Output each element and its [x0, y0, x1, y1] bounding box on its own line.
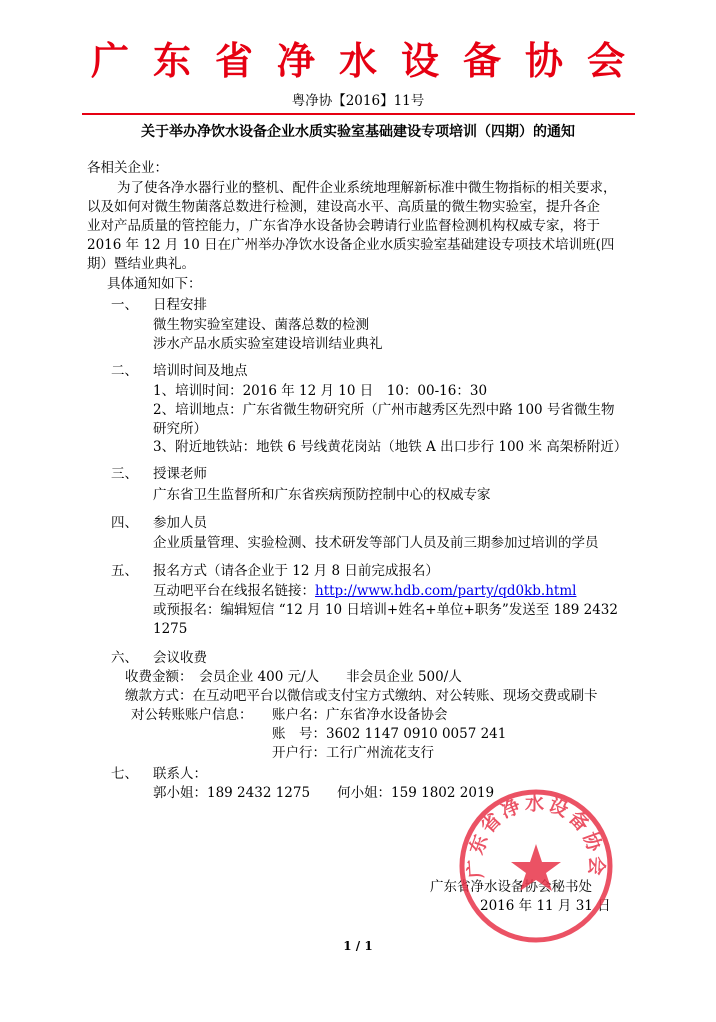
- section-item: 或预报名：编辑短信 “12 月 10 日培训+姓名+单位+职务”发送至 189 2432: [153, 602, 618, 618]
- section-title: 会议收费: [153, 650, 207, 666]
- section-number: 四、: [111, 515, 138, 531]
- section-number: 六、: [111, 650, 138, 666]
- intro-line: 业对产品质量的管控能力，广东省净水设备协会聘请行业监督检测机构权威专家，将于: [87, 218, 600, 234]
- section-item: 1275: [153, 621, 188, 637]
- header-divider: [82, 113, 635, 115]
- doc-number: 粤净协【2016】11号: [291, 93, 425, 109]
- notice-lead: 具体通知如下：: [107, 276, 202, 292]
- seal-text: 广东省净水设备协会: [464, 792, 608, 879]
- payment-method: 缴款方式：在互动吧平台以微信或支付宝方式缴纳、对公转账、现场交费或刷卡: [125, 688, 598, 704]
- section-title: 日程安排: [153, 297, 207, 313]
- fee-amount: 收费金额： 会员企业 400 元/人 非会员企业 500/人: [125, 669, 462, 685]
- intro-line: 期）暨结业典礼。: [87, 256, 195, 272]
- greeting: 各相关企业：: [87, 160, 168, 176]
- section-title: 授课老师: [153, 466, 207, 482]
- account-label: 对公转账账户信息：: [131, 707, 253, 723]
- org-title: 广东省净水设备协会: [90, 39, 649, 83]
- account-name: 账户名：广东省净水设备协会: [272, 707, 448, 723]
- official-seal-icon: [456, 786, 616, 946]
- intro-line: 2016 年 12 月 10 日在广州举办净饮水设备企业水质实验室基础建设专项技术培训班(四: [87, 237, 615, 253]
- notice-subject: 关于举办净饮水设备企业水质实验室基础建设专项培训（四期）的通知: [141, 124, 575, 140]
- section-number: 七、: [111, 766, 138, 782]
- section-item: 广东省卫生监督所和广东省疾病预防控制中心的权威专家: [153, 487, 491, 503]
- section-item: 研究所）: [153, 421, 207, 437]
- intro-line: 为了使各净水器行业的整机、配件企业系统地理解新标准中微生物指标的相关要求，: [117, 180, 617, 196]
- section-item: 3、附近地铁站：地铁 6 号线黄花岗站（地铁 A 出口步行 100 米 高架桥附近）: [153, 439, 628, 455]
- section-item: 企业质量管理、实验检测、技术研发等部门人员及前三期参加过培训的学员: [153, 535, 599, 551]
- section-title: 报名方式（请各企业于 12 月 8 日前完成报名）: [153, 563, 439, 579]
- signature-org: 广东省净水设备协会秘书处: [430, 879, 592, 895]
- contacts: 郭小姐：189 2432 1275 何小姐：159 1802 2019: [153, 785, 495, 801]
- section-item: 1、培训时间：2016 年 12 月 10 日 10：00-16：30: [153, 383, 488, 399]
- intro-line: 以及如何对微生物菌落总数进行检测，建设高水平、高质量的微生物实验室，提升各企: [87, 199, 600, 215]
- section-number: 二、: [111, 363, 138, 379]
- section-number: 三、: [111, 466, 138, 482]
- section-number: 一、: [111, 297, 138, 313]
- account-number: 账 号：3602 1147 0910 0057 241: [272, 726, 507, 742]
- section-item: 2、培训地点：广东省微生物研究所（广州市越秀区先烈中路 100 号省微生物: [153, 402, 615, 418]
- registration-link-label: 互动吧平台在线报名链接：: [153, 583, 315, 599]
- signature-date: 2016 年 11 月 31 日: [480, 898, 611, 914]
- section-title: 培训时间及地点: [153, 363, 248, 379]
- section-title: 联系人：: [153, 766, 207, 782]
- account-bank: 开户行：工行广州流花支行: [272, 745, 434, 761]
- registration-link-line: [153, 582, 576, 601]
- registration-link[interactable]: http://www.hdb.com/party/qd0kb.html: [315, 583, 577, 599]
- section-title: 参加人员: [153, 515, 207, 531]
- page-number: 1 / 1: [343, 939, 373, 953]
- section-number: 五、: [111, 563, 138, 579]
- section-item: 微生物实验室建设、菌落总数的检测: [153, 317, 369, 333]
- section-item: 涉水产品水质实验室建设培训结业典礼: [153, 336, 383, 352]
